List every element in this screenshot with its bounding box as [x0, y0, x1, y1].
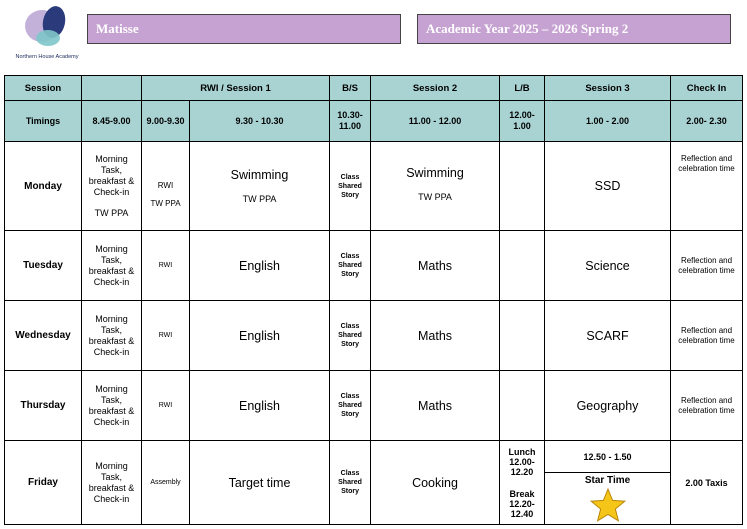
session2-cell: Maths [371, 231, 500, 301]
checkin-cell: 2.00 Taxis [671, 441, 743, 525]
morning-cell: Morning Task, breakfast & Check-in [82, 441, 142, 525]
rwi-cell [142, 142, 190, 231]
morning-text: Morning Task, breakfast & Check-in [88, 153, 135, 197]
bs-cell: Class Shared Story [330, 142, 371, 231]
timing-cell: 10.30-11.00 [330, 101, 371, 142]
session1-text: Swimming [230, 168, 289, 182]
session1-extra: TW PPA [242, 194, 277, 204]
day-name: Tuesday [5, 231, 82, 301]
rwi-text: RWI [157, 181, 174, 190]
academy-logo-icon [14, 4, 80, 54]
session1-cell: English [190, 301, 330, 371]
lb-cell [500, 371, 545, 441]
lb-cell [500, 142, 545, 231]
session2-extra: TW PPA [418, 192, 452, 202]
timetable [4, 75, 743, 525]
timing-cell: 8.45-9.00 [82, 101, 142, 142]
header-session: Session [5, 76, 82, 101]
header-session2: Session 2 [371, 76, 500, 101]
bs-cell: Class Shared Story [330, 371, 371, 441]
checkin-cell: Reflection and celebration time [671, 301, 743, 371]
session3-cell: SCARF [545, 301, 671, 371]
session2-text: Swimming [406, 166, 464, 180]
timing-cell: 2.00- 2.30 [671, 101, 743, 142]
header-lb: L/B [500, 76, 545, 101]
session2-cell: Cooking [371, 441, 500, 525]
checkin-cell: Reflection and celebration time [671, 231, 743, 301]
session1-cell: English [190, 231, 330, 301]
session3-cell: Geography [545, 371, 671, 441]
class-name-banner: Matisse [87, 14, 401, 44]
session1-cell: English [190, 371, 330, 441]
rwi-extra: TW PPA [150, 199, 181, 208]
timing-cell: 1.00 - 2.00 [545, 101, 671, 142]
table-row [5, 371, 743, 441]
header-checkin: Check In [671, 76, 743, 101]
checkin-cell: Reflection and celebration time [671, 371, 743, 441]
lb-cell [500, 301, 545, 371]
day-name: Thursday [5, 371, 82, 441]
timing-cell: 9.00-9.30 [142, 101, 190, 142]
session1-cell [190, 142, 330, 231]
header-rwi-session1: RWI / Session 1 [142, 76, 330, 101]
timings-label: Timings [5, 101, 82, 142]
session2-cell: Maths [371, 371, 500, 441]
star-time-label: Star Time [584, 475, 631, 486]
header-row [5, 76, 743, 101]
session3-cell: SSD [545, 142, 671, 231]
morning-cell: Morning Task, breakfast & Check-in [82, 301, 142, 371]
star-time-slot: 12.50 - 1.50 [545, 441, 670, 473]
table-row [5, 142, 743, 231]
session3-cell [545, 441, 671, 525]
bs-cell: Class Shared Story [330, 441, 371, 525]
timings-row [5, 101, 743, 142]
rwi-cell: RWI [142, 371, 190, 441]
lb-cell [500, 441, 545, 525]
session1-cell: Target time [190, 441, 330, 525]
timing-cell: 11.00 - 12.00 [371, 101, 500, 142]
checkin-cell: Reflection and celebration time [671, 142, 743, 231]
academy-logo [14, 4, 80, 72]
morning-extra: TW PPA [94, 207, 129, 218]
break-text: Break 12.20-12.40 [509, 488, 535, 519]
lb-cell [500, 231, 545, 301]
rwi-cell: RWI [142, 231, 190, 301]
timing-cell: 9.30 - 10.30 [190, 101, 330, 142]
rwi-cell: RWI [142, 301, 190, 371]
lunch-text: Lunch 12.00-12.20 [508, 446, 536, 477]
day-name: Monday [5, 142, 82, 231]
morning-cell: Morning Task, breakfast & Check-in [82, 231, 142, 301]
header-blank [82, 76, 142, 101]
bs-cell: Class Shared Story [330, 301, 371, 371]
star-icon [590, 488, 626, 522]
rwi-cell: Assembly [142, 441, 190, 525]
session3-cell: Science [545, 231, 671, 301]
header-bs: B/S [330, 76, 371, 101]
table-row [5, 301, 743, 371]
header-session3: Session 3 [545, 76, 671, 101]
school-name: Northern House Academy [15, 54, 79, 60]
timing-cell: 12.00-1.00 [500, 101, 545, 142]
morning-cell [82, 142, 142, 231]
table-row [5, 231, 743, 301]
day-name: Wednesday [5, 301, 82, 371]
session2-cell: Maths [371, 301, 500, 371]
star-time-block [545, 473, 670, 524]
morning-cell: Morning Task, breakfast & Check-in [82, 371, 142, 441]
table-row [5, 441, 743, 525]
day-name: Friday [5, 441, 82, 525]
bs-cell: Class Shared Story [330, 231, 371, 301]
academic-year-banner: Academic Year 2025 – 2026 Spring 2 [417, 14, 731, 44]
session2-cell [371, 142, 500, 231]
